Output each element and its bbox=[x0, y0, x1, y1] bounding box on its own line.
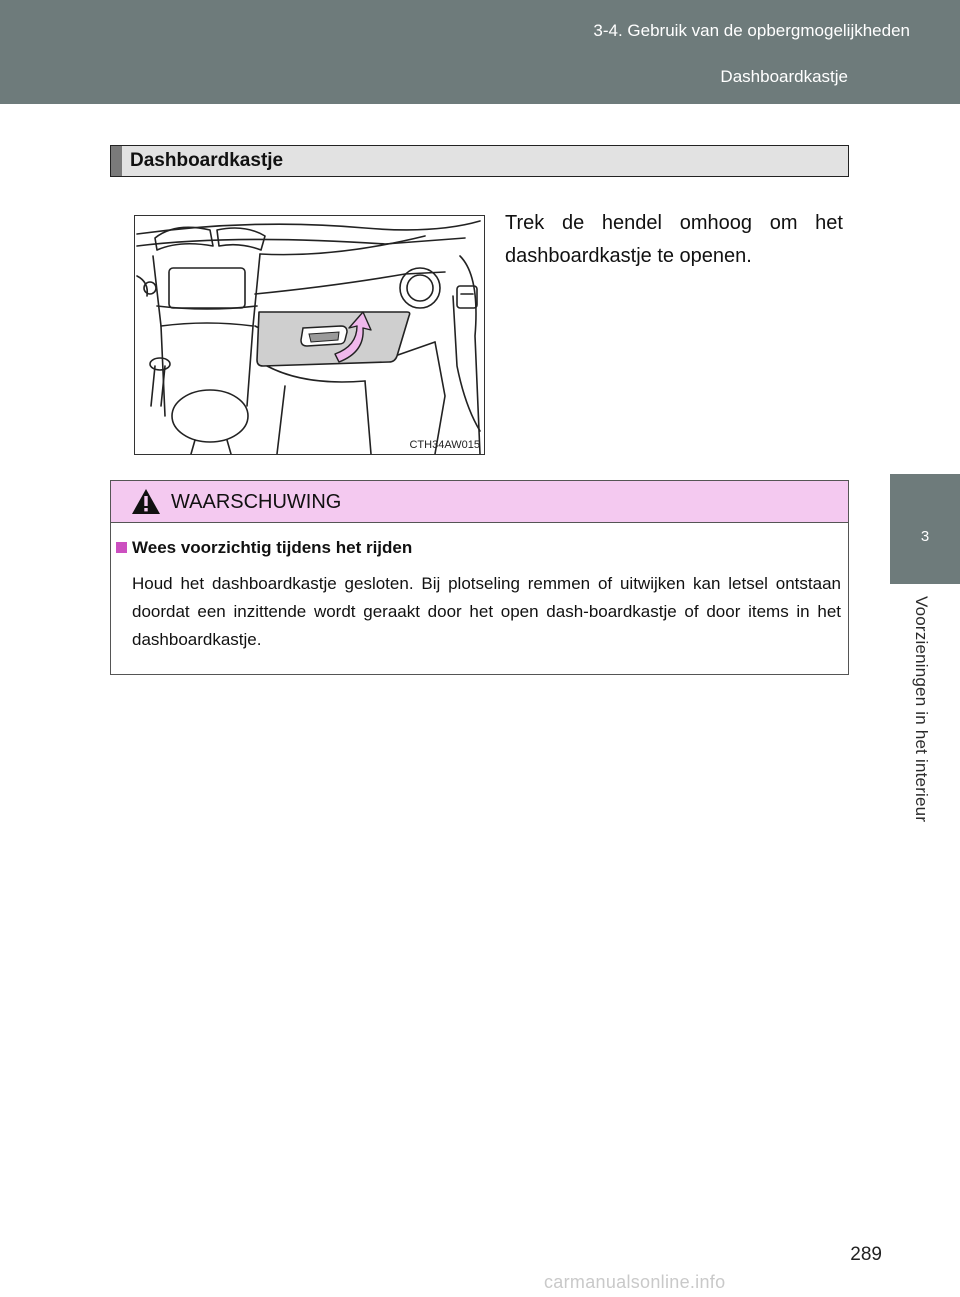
warning-subheading: Wees voorzichtig tijdens het rijden bbox=[132, 538, 413, 557]
glovebox-illustration bbox=[134, 215, 485, 455]
chapter-tab bbox=[890, 474, 960, 584]
warning-header bbox=[111, 481, 848, 523]
header-subsection-title: Dashboardkastje bbox=[720, 67, 848, 86]
section-heading-marker bbox=[111, 146, 122, 176]
instruction-text: Trek de hendel omhoog om het dashboardkastje te openen. bbox=[505, 212, 843, 267]
section-heading-text: Dashboardkastje bbox=[130, 150, 284, 171]
figure-code: CTH34AW015 bbox=[409, 439, 480, 451]
warning-triangle-icon bbox=[131, 488, 161, 515]
page-number: 289 bbox=[850, 1244, 882, 1265]
chapter-title: Voorzieningen in het interieur bbox=[912, 596, 931, 823]
dashboard-drawing bbox=[135, 216, 484, 454]
chapter-number: 3 bbox=[920, 528, 930, 545]
header-band bbox=[0, 0, 960, 104]
warning-title: WAARSCHUWING bbox=[171, 491, 342, 513]
header-section-title: 3-4. Gebruik van de opbergmogelijkheden bbox=[593, 21, 910, 40]
warning-bullet-icon bbox=[116, 542, 127, 553]
watermark: carmanualsonline.info bbox=[544, 1272, 726, 1292]
warning-body: Houd het dashboardkastje gesloten. Bij plotseling remmen of uitwijken kan letsel ontstaan doordat een inzittende wordt geraakt door het open dash-boardkastje of door items in het dashboardkastje. bbox=[132, 574, 841, 649]
section-heading bbox=[110, 145, 849, 177]
warning-box bbox=[110, 480, 849, 675]
